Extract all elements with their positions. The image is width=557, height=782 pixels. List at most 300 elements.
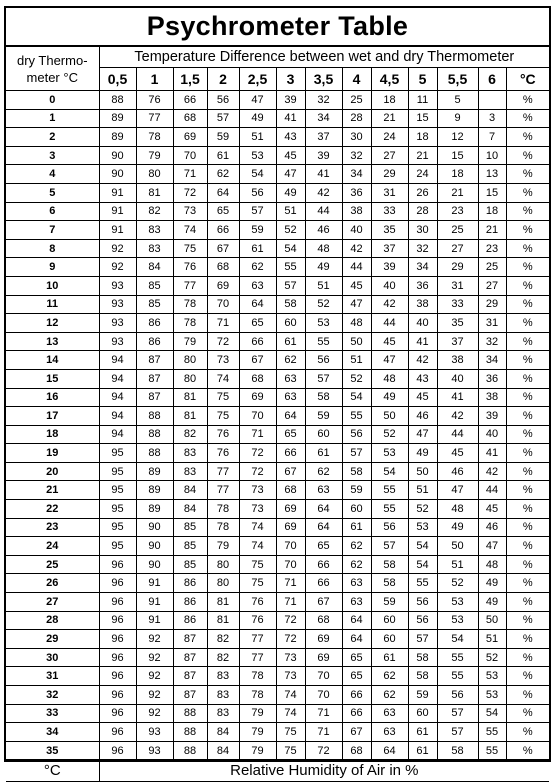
humidity-cell: 85	[136, 295, 173, 314]
unit-cell: %	[506, 128, 549, 147]
humidity-cell: 31	[437, 276, 478, 295]
humidity-cell: 80	[207, 574, 239, 593]
column-header: 5,5	[437, 68, 478, 91]
unit-cell: %	[506, 314, 549, 333]
unit-cell: %	[506, 388, 549, 407]
humidity-cell: 62	[276, 351, 305, 370]
humidity-cell: 36	[478, 369, 506, 388]
humidity-cell: 53	[437, 611, 478, 630]
table-row	[6, 686, 549, 705]
humidity-cell: 91	[136, 574, 173, 593]
humidity-cell: 74	[207, 369, 239, 388]
humidity-cell: 76	[239, 593, 276, 612]
humidity-cell: 96	[99, 741, 136, 760]
humidity-cell: 79	[239, 704, 276, 723]
humidity-cell: 90	[136, 537, 173, 556]
table-row	[6, 165, 549, 184]
unit-cell: %	[506, 648, 549, 667]
table-row	[6, 351, 549, 370]
humidity-cell: 45	[437, 444, 478, 463]
humidity-cell: 83	[207, 704, 239, 723]
humidity-cell: 68	[239, 369, 276, 388]
humidity-cell: 55	[371, 481, 408, 500]
humidity-cell: 5	[437, 91, 478, 110]
humidity-cell: 44	[478, 481, 506, 500]
humidity-cell: 55	[276, 258, 305, 277]
humidity-cell: 66	[305, 574, 342, 593]
humidity-cell: 96	[99, 648, 136, 667]
table-row	[6, 555, 549, 574]
table-row	[6, 741, 549, 760]
humidity-cell: 39	[305, 146, 342, 165]
humidity-cell: 96	[99, 574, 136, 593]
humidity-cell: 38	[408, 295, 437, 314]
humidity-cell: 45	[342, 276, 371, 295]
humidity-cell: 21	[408, 146, 437, 165]
humidity-cell: 66	[305, 555, 342, 574]
humidity-cell: 52	[437, 574, 478, 593]
table-row	[6, 593, 549, 612]
humidity-cell: 48	[437, 500, 478, 519]
unit-cell: %	[506, 407, 549, 426]
table-row	[6, 574, 549, 593]
humidity-cell: 24	[408, 165, 437, 184]
unit-cell: %	[506, 630, 549, 649]
humidity-cell: 51	[239, 128, 276, 147]
humidity-cell: 66	[173, 91, 207, 110]
humidity-cell: 95	[99, 518, 136, 537]
humidity-cell: 70	[239, 407, 276, 426]
humidity-cell: 55	[437, 667, 478, 686]
humidity-cell: 53	[239, 146, 276, 165]
humidity-cell: 82	[173, 425, 207, 444]
humidity-cell: 89	[99, 109, 136, 128]
humidity-cell: 80	[136, 165, 173, 184]
humidity-cell: 94	[99, 425, 136, 444]
humidity-cell: 43	[408, 369, 437, 388]
humidity-cell: 83	[136, 239, 173, 258]
humidity-cell: 79	[239, 723, 276, 742]
humidity-cell: 51	[408, 481, 437, 500]
humidity-cell: 43	[276, 128, 305, 147]
humidity-cell: 41	[437, 388, 478, 407]
humidity-cell: 60	[305, 425, 342, 444]
humidity-cell: 33	[437, 295, 478, 314]
humidity-cell: 86	[136, 314, 173, 333]
humidity-cell: 81	[173, 388, 207, 407]
table-row	[6, 109, 549, 128]
humidity-cell: 86	[173, 574, 207, 593]
humidity-cell: 79	[207, 537, 239, 556]
psychrometer-table-sheet	[4, 6, 551, 780]
humidity-cell: 73	[276, 667, 305, 686]
humidity-cell: 54	[408, 537, 437, 556]
unit-cell: %	[506, 444, 549, 463]
humidity-cell: 37	[437, 332, 478, 351]
humidity-cell: 80	[173, 369, 207, 388]
humidity-cell: 66	[342, 686, 371, 705]
humidity-cell: 62	[371, 667, 408, 686]
humidity-cell: 61	[342, 518, 371, 537]
humidity-cell: 93	[136, 723, 173, 742]
unit-cell: %	[506, 518, 549, 537]
humidity-cell: 64	[342, 611, 371, 630]
humidity-cell: 27	[478, 276, 506, 295]
humidity-cell: 36	[408, 276, 437, 295]
humidity-cell: 78	[207, 518, 239, 537]
humidity-cell: 81	[173, 407, 207, 426]
dry-temperature-cell: 9	[6, 258, 99, 277]
table-row	[6, 481, 549, 500]
unit-cell: %	[506, 295, 549, 314]
unit-cell: %	[506, 462, 549, 481]
humidity-cell: 25	[342, 91, 371, 110]
humidity-cell: 23	[478, 239, 506, 258]
unit-cell: %	[506, 91, 549, 110]
humidity-cell: 72	[305, 741, 342, 760]
humidity-cell: 69	[305, 648, 342, 667]
humidity-cell: 38	[478, 388, 506, 407]
humidity-cell: 72	[276, 611, 305, 630]
unit-cell: %	[506, 555, 549, 574]
humidity-cell: 74	[276, 704, 305, 723]
table-body	[6, 91, 549, 760]
humidity-cell: 88	[173, 704, 207, 723]
humidity-cell: 73	[239, 481, 276, 500]
humidity-cell: 89	[99, 128, 136, 147]
humidity-cell: 7	[478, 128, 506, 147]
unit-cell: %	[506, 537, 549, 556]
humidity-cell: 54	[478, 704, 506, 723]
humidity-cell: 34	[408, 258, 437, 277]
table-row	[6, 407, 549, 426]
humidity-cell: 21	[478, 221, 506, 240]
humidity-cell: 39	[371, 258, 408, 277]
humidity-cell: 40	[478, 425, 506, 444]
humidity-cell: 89	[136, 500, 173, 519]
humidity-cell: 18	[437, 165, 478, 184]
column-header: 1	[136, 68, 173, 91]
humidity-cell: 70	[276, 537, 305, 556]
humidity-cell: 63	[239, 276, 276, 295]
humidity-cell: 44	[305, 202, 342, 221]
dry-temperature-cell: 11	[6, 295, 99, 314]
humidity-cell: 83	[207, 667, 239, 686]
humidity-cell: 41	[305, 165, 342, 184]
humidity-cell: 57	[371, 537, 408, 556]
humidity-cell: 92	[99, 239, 136, 258]
humidity-cell: 57	[239, 202, 276, 221]
dry-temperature-cell: 1	[6, 109, 99, 128]
humidity-cell: 95	[99, 462, 136, 481]
humidity-cell: 54	[342, 388, 371, 407]
humidity-cell: 69	[207, 276, 239, 295]
humidity-cell: 26	[408, 183, 437, 202]
humidity-cell: 82	[136, 202, 173, 221]
humidity-cell: 34	[305, 109, 342, 128]
humidity-cell: 35	[437, 314, 478, 333]
table-row	[6, 183, 549, 202]
dry-temperature-cell: 29	[6, 630, 99, 649]
humidity-cell: 67	[239, 351, 276, 370]
humidity-cell: 72	[173, 183, 207, 202]
humidity-cell: 88	[136, 425, 173, 444]
humidity-cell: 69	[276, 500, 305, 519]
humidity-cell: 54	[276, 239, 305, 258]
dry-temperature-cell: 16	[6, 388, 99, 407]
unit-cell: %	[506, 239, 549, 258]
humidity-cell: 37	[371, 239, 408, 258]
dry-temperature-cell: 26	[6, 574, 99, 593]
table-row	[6, 704, 549, 723]
humidity-cell: 49	[437, 518, 478, 537]
humidity-cell: 73	[239, 500, 276, 519]
dry-temperature-cell: 13	[6, 332, 99, 351]
humidity-cell: 64	[207, 183, 239, 202]
humidity-cell: 50	[371, 407, 408, 426]
humidity-cell: 87	[136, 388, 173, 407]
humidity-cell: 62	[342, 537, 371, 556]
humidity-cell: 32	[478, 332, 506, 351]
humidity-cell: 72	[239, 462, 276, 481]
column-header: 4	[342, 68, 371, 91]
humidity-cell: 40	[371, 276, 408, 295]
footer-row	[6, 760, 549, 782]
humidity-cell: 60	[371, 611, 408, 630]
humidity-cell: 96	[99, 555, 136, 574]
humidity-cell: 28	[342, 109, 371, 128]
dry-temperature-cell: 7	[6, 221, 99, 240]
humidity-cell: 96	[99, 630, 136, 649]
humidity-cell: 51	[305, 276, 342, 295]
dry-temperature-cell: 27	[6, 593, 99, 612]
table-row	[6, 239, 549, 258]
humidity-cell: 91	[99, 183, 136, 202]
humidity-cell: 84	[173, 481, 207, 500]
humidity-cell: 87	[136, 351, 173, 370]
humidity-cell: 78	[173, 314, 207, 333]
column-header: 2	[207, 68, 239, 91]
humidity-cell: 53	[305, 314, 342, 333]
footer-unit: °C	[6, 760, 99, 782]
unit-cell: %	[506, 704, 549, 723]
dry-temperature-cell: 10	[6, 276, 99, 295]
humidity-cell: 69	[276, 518, 305, 537]
humidity-cell: 80	[207, 555, 239, 574]
dry-temperature-cell: 19	[6, 444, 99, 463]
humidity-cell: 29	[371, 165, 408, 184]
humidity-cell: 57	[207, 109, 239, 128]
humidity-cell: 44	[437, 425, 478, 444]
humidity-cell: 51	[478, 630, 506, 649]
column-header: 5	[408, 68, 437, 91]
humidity-cell: 83	[207, 686, 239, 705]
unit-cell: %	[506, 500, 549, 519]
humidity-cell: 94	[99, 369, 136, 388]
humidity-cell: 92	[136, 648, 173, 667]
humidity-cell: 61	[207, 146, 239, 165]
humidity-cell: 57	[305, 369, 342, 388]
humidity-cell: 72	[207, 332, 239, 351]
humidity-cell: 96	[99, 723, 136, 742]
unit-cell: %	[506, 667, 549, 686]
humidity-cell: 77	[136, 109, 173, 128]
humidity-cell: 88	[173, 741, 207, 760]
table-row	[6, 444, 549, 463]
humidity-cell: 81	[136, 183, 173, 202]
humidity-cell: 65	[207, 202, 239, 221]
temperature-difference-header: Temperature Difference between wet and dry Thermometer	[99, 47, 549, 68]
humidity-cell: 63	[371, 723, 408, 742]
humidity-cell: 49	[305, 258, 342, 277]
column-header: 2,5	[239, 68, 276, 91]
column-header: 3	[276, 68, 305, 91]
humidity-cell: 61	[371, 648, 408, 667]
humidity-cell: 93	[99, 332, 136, 351]
dry-temperature-cell: 20	[6, 462, 99, 481]
humidity-cell: 88	[173, 723, 207, 742]
humidity-cell: 64	[305, 500, 342, 519]
humidity-cell: 55	[305, 332, 342, 351]
humidity-cell: 68	[207, 258, 239, 277]
humidity-cell: 77	[239, 648, 276, 667]
humidity-cell: 68	[342, 741, 371, 760]
humidity-cell: 49	[276, 183, 305, 202]
table-row	[6, 369, 549, 388]
dry-temperature-cell: 21	[6, 481, 99, 500]
humidity-cell: 57	[408, 630, 437, 649]
humidity-cell: 49	[478, 574, 506, 593]
humidity-cell: 93	[99, 314, 136, 333]
humidity-cell: 75	[173, 239, 207, 258]
humidity-cell: 81	[207, 611, 239, 630]
humidity-cell: 65	[342, 648, 371, 667]
humidity-cell: 88	[136, 444, 173, 463]
humidity-cell: 57	[437, 704, 478, 723]
humidity-cell: 59	[371, 593, 408, 612]
humidity-cell: 84	[136, 258, 173, 277]
unit-cell: %	[506, 686, 549, 705]
table-row	[6, 258, 549, 277]
humidity-cell: 58	[408, 667, 437, 686]
humidity-cell: 42	[342, 239, 371, 258]
humidity-cell: 15	[408, 109, 437, 128]
humidity-cell: 52	[342, 369, 371, 388]
humidity-cell: 87	[136, 369, 173, 388]
humidity-cell: 96	[99, 704, 136, 723]
humidity-cell: 92	[136, 630, 173, 649]
humidity-cell: 71	[173, 165, 207, 184]
table-row	[6, 314, 549, 333]
humidity-cell: 10	[478, 146, 506, 165]
humidity-cell: 34	[342, 165, 371, 184]
humidity-cell: 96	[99, 611, 136, 630]
humidity-cell: 67	[276, 462, 305, 481]
humidity-cell: 61	[408, 723, 437, 742]
dry-temperature-cell: 3	[6, 146, 99, 165]
table-row	[6, 146, 549, 165]
humidity-cell: 76	[239, 611, 276, 630]
humidity-cell: 13	[478, 165, 506, 184]
humidity-cell: 68	[305, 611, 342, 630]
humidity-cell: 59	[239, 221, 276, 240]
humidity-cell: 78	[173, 295, 207, 314]
humidity-cell: 42	[408, 351, 437, 370]
humidity-cell: 45	[371, 332, 408, 351]
humidity-cell: 61	[239, 239, 276, 258]
humidity-cell: 38	[437, 351, 478, 370]
humidity-cell: 78	[239, 686, 276, 705]
humidity-cell: 65	[305, 537, 342, 556]
humidity-cell: 95	[99, 537, 136, 556]
humidity-cell: 52	[371, 425, 408, 444]
humidity-cell: 94	[99, 351, 136, 370]
humidity-cell: 54	[371, 462, 408, 481]
humidity-cell: 18	[371, 91, 408, 110]
humidity-cell: 53	[408, 518, 437, 537]
humidity-cell: 72	[239, 444, 276, 463]
humidity-cell: 95	[99, 444, 136, 463]
humidity-cell: 32	[342, 146, 371, 165]
humidity-cell: 77	[207, 481, 239, 500]
humidity-cell: 54	[437, 630, 478, 649]
unit-cell: %	[506, 332, 549, 351]
humidity-cell: 58	[371, 555, 408, 574]
humidity-cell: 58	[305, 388, 342, 407]
humidity-cell: 63	[305, 481, 342, 500]
humidity-cell: 94	[99, 407, 136, 426]
humidity-cell: 36	[342, 183, 371, 202]
humidity-cell: 87	[173, 667, 207, 686]
table-row	[6, 332, 549, 351]
dry-temperature-cell: 8	[6, 239, 99, 258]
humidity-cell: 86	[173, 611, 207, 630]
humidity-cell: 46	[408, 407, 437, 426]
humidity-cell: 65	[276, 425, 305, 444]
unit-cell: %	[506, 165, 549, 184]
column-header: 4,5	[371, 68, 408, 91]
table-row	[6, 537, 549, 556]
humidity-cell: 47	[371, 351, 408, 370]
humidity-cell: 48	[478, 555, 506, 574]
humidity-cell: 54	[408, 555, 437, 574]
column-header: 3,5	[305, 68, 342, 91]
humidity-cell: 85	[173, 537, 207, 556]
humidity-cell: 79	[173, 332, 207, 351]
humidity-cell: 75	[239, 555, 276, 574]
humidity-cell: 90	[99, 146, 136, 165]
table-row	[6, 518, 549, 537]
humidity-cell: 88	[99, 91, 136, 110]
humidity-cell: 18	[408, 128, 437, 147]
humidity-cell: 64	[305, 518, 342, 537]
humidity-cell: 96	[99, 686, 136, 705]
humidity-cell: 89	[136, 462, 173, 481]
humidity-cell: 52	[305, 295, 342, 314]
humidity-cell: 55	[437, 648, 478, 667]
humidity-cell: 91	[99, 221, 136, 240]
humidity-cell: 61	[305, 444, 342, 463]
dry-thermometer-header-line1: dry Thermo-	[16, 52, 88, 68]
humidity-cell: 75	[207, 388, 239, 407]
humidity-cell: 41	[478, 444, 506, 463]
dry-temperature-cell: 14	[6, 351, 99, 370]
humidity-cell: 92	[99, 258, 136, 277]
humidity-cell: 87	[173, 648, 207, 667]
humidity-cell: 67	[207, 239, 239, 258]
humidity-cell: 64	[371, 741, 408, 760]
humidity-cell: 71	[239, 425, 276, 444]
